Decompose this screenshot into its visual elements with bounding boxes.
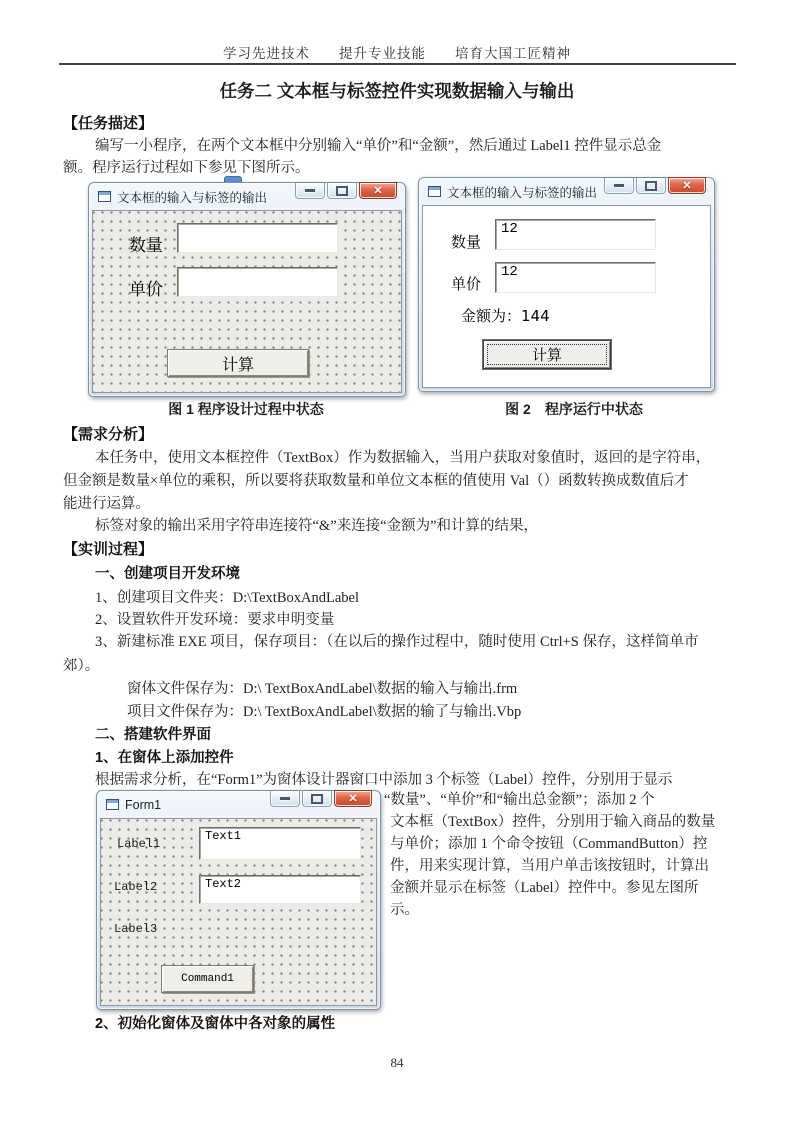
fig2-qty-textbox: 12 bbox=[495, 219, 656, 250]
maximize-button bbox=[636, 177, 666, 194]
task-line: 额。程序运行过程如下参见下图所示。 bbox=[63, 160, 310, 176]
save-path-line: 项目文件保存为：D:\ TextBoxAndLabel\数据的输了与输出.Vbp bbox=[127, 704, 522, 720]
fig1-price-label: 单价 bbox=[129, 280, 163, 300]
fig3-command1-button: Command1 bbox=[161, 965, 254, 993]
fig2-price-textbox: 12 bbox=[495, 262, 656, 293]
req-line: 但金额是数量×单位的乘积，所以要将获取数量和单位文本框的值使用 Val（）函数转换成数值后才 bbox=[63, 473, 689, 489]
step2-heading: 二、搭建软件界面 bbox=[95, 727, 211, 743]
vb-form-icon bbox=[428, 186, 441, 197]
fig2-form-client bbox=[422, 205, 711, 388]
maximize-icon bbox=[645, 181, 657, 191]
section-heading-requirements: 【需求分析】 bbox=[63, 426, 154, 443]
req-line: 能进行运算。 bbox=[63, 496, 150, 512]
fig2-vb-form-runtime bbox=[418, 177, 715, 392]
header-slogan: 学习先进技术 提升专业技能 培育大国工匠精神 bbox=[223, 46, 571, 61]
fig1-titlebar bbox=[89, 183, 405, 210]
fig2-window-title: 文本框的输入与标签的输出 bbox=[447, 185, 598, 200]
task-line: 编写一小程序，在两个文本框中分别输入“单价”和“金额”，然后通过 Label1 控件显示总金 bbox=[95, 138, 662, 154]
fig1-form-client bbox=[92, 210, 402, 393]
fig2-caption: 图 2 程序运行中状态 bbox=[505, 401, 643, 417]
fig3-form-client bbox=[100, 818, 377, 1006]
maximize-button bbox=[327, 182, 357, 199]
fig1-price-textbox bbox=[177, 267, 338, 297]
fig2-titlebar bbox=[419, 178, 714, 205]
req-line: 本任务中，使用文本框控件（TextBox）作为数据输入，当用户获取对象值时，返回的是字符串， bbox=[95, 450, 711, 466]
add-controls-line: 文本框（TextBox）控件，分别用于输入商品的数量 bbox=[390, 814, 716, 830]
fig1-window-title: 文本框的输入与标签的输出 bbox=[117, 190, 268, 205]
fig3-text2-textbox: Text2 bbox=[199, 875, 361, 904]
minimize-button bbox=[270, 790, 300, 807]
fig3-window-buttons bbox=[270, 790, 372, 807]
step2-sub1-heading: 1、在窗体上添加控件 bbox=[95, 750, 234, 766]
add-controls-line: 件，用来实现计算，当用户单击该按钮时，计算出 bbox=[390, 858, 709, 874]
fig3-window-title: Form1 bbox=[125, 797, 162, 812]
fig2-qty-label: 数量 bbox=[451, 233, 482, 251]
maximize-icon bbox=[311, 794, 323, 804]
minimize-icon bbox=[614, 184, 624, 187]
fig1-caption: 图 1 程序设计过程中状态 bbox=[168, 401, 324, 417]
minimize-icon bbox=[305, 189, 315, 192]
req-line: 标签对象的输出采用字符串连接符“&”来连接“金额为”和计算的结果， bbox=[95, 518, 539, 534]
maximize-icon bbox=[336, 186, 348, 196]
add-controls-intro: 根据需求分析，在“Form1”为窗体设计器窗口中添加 3 个标签（Label）控件，分别用于显示 bbox=[95, 772, 673, 788]
add-controls-line: 金额并显示在标签（Label）控件中。参见左图所 bbox=[390, 880, 699, 896]
fig1-calc-button: 计算 bbox=[167, 349, 309, 377]
fig2-amount-label: 金额为：144 bbox=[461, 307, 550, 325]
section-heading-process: 【实训过程】 bbox=[63, 541, 154, 558]
fig2-price-label: 单价 bbox=[451, 275, 482, 293]
fig3-titlebar bbox=[97, 791, 380, 818]
fig2-calc-button: 计算 bbox=[483, 340, 611, 369]
vb-form-icon bbox=[106, 799, 119, 810]
fig3-text1-textbox: Text1 bbox=[199, 827, 361, 860]
add-controls-line: 与单价；添加 1 个命令按钮（CommandButton）控 bbox=[390, 836, 708, 852]
fig3-vb-form1-design bbox=[96, 790, 381, 1010]
fig3-label2: Label2 bbox=[114, 880, 158, 894]
fig2-window-buttons bbox=[604, 177, 706, 194]
section-heading-task: 【任务描述】 bbox=[63, 115, 154, 132]
minimize-button bbox=[604, 177, 634, 194]
close-button: ✕ bbox=[359, 182, 397, 199]
fig1-window-buttons bbox=[295, 182, 397, 199]
add-controls-line: 示。 bbox=[390, 902, 419, 918]
step1-continuation: 郊）。 bbox=[63, 658, 100, 674]
step1-heading: 一、创建项目开发环境 bbox=[95, 566, 240, 582]
minimize-button bbox=[295, 182, 325, 199]
minimize-icon bbox=[280, 797, 290, 800]
fig3-label1: Label1 bbox=[117, 837, 161, 851]
fig1-qty-textbox bbox=[177, 223, 338, 253]
step1-item: 3、新建标准 EXE 项目，保存项目：（在以后的操作过程中，随时使用 Ctrl+S 保存，这样简单市 bbox=[95, 634, 699, 650]
vb-form-icon bbox=[98, 191, 111, 202]
page-title: 任务二 文本框与标签控件实现数据输入与输出 bbox=[219, 81, 575, 101]
save-path-line: 窗体文件保存为：D:\ TextBoxAndLabel\数据的输入与输出.frm bbox=[127, 681, 518, 697]
step2-sub2-heading: 2、初始化窗体及窗体中各对象的属性 bbox=[95, 1016, 336, 1032]
fig1-vb-form-design bbox=[88, 182, 406, 397]
page-number: 84 bbox=[390, 1055, 404, 1070]
maximize-button bbox=[302, 790, 332, 807]
close-button: ✕ bbox=[334, 790, 372, 807]
step1-item: 1、创建项目文件夹：D:\TextBoxAndLabel bbox=[95, 590, 359, 606]
fig3-label3: Label3 bbox=[114, 922, 158, 936]
step1-item: 2、设置软件开发环境：要求申明变量 bbox=[95, 612, 335, 628]
fig1-qty-label: 数量 bbox=[129, 236, 163, 256]
close-button: ✕ bbox=[668, 177, 706, 194]
add-controls-line: “数量”、“单价”和“输出总金额”；添加 2 个 bbox=[384, 792, 655, 808]
header-rule bbox=[59, 63, 736, 65]
